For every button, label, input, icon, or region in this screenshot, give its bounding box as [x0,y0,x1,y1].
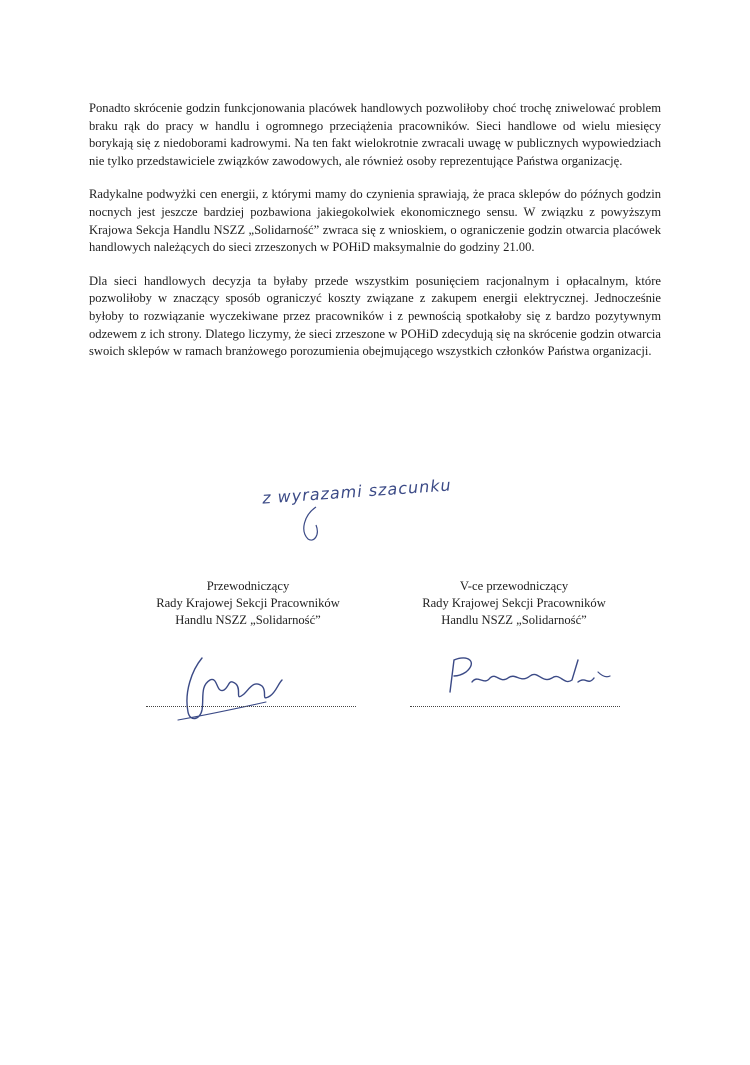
handwritten-signature-right-icon [438,652,618,702]
signatory-chairman [128,578,368,629]
signatory-org-line2: Handlu NSZZ „Solidarność” [441,613,587,627]
letter-body [89,100,661,377]
closing-flourish-icon [298,505,328,545]
signatory-org-line1: Rady Krajowej Sekcji Pracowników [156,596,340,610]
handwritten-signature-left-icon [170,650,290,730]
signatory-vice-chairman [394,578,634,629]
signature-line-right [410,706,620,707]
paragraph-2: Radykalne podwyżki cen energii, z którymi mamy do czynienia sprawiają, że praca sklepów do późnych godzin nocnych jest jeszcze bardziej pozbawiona jakiegokolwiek ekonomicznego sensu. W związku z powyższym Krajowa Sekcja Handlu NSZZ „Solidarność” zwraca się z wnioskiem, o ograniczenie godzin otwarcia placówek handlowych należących do sieci zrzeszonych w POHiD maksymalnie do godziny 21.00. [89,187,661,255]
signatory-org-line2: Handlu NSZZ „Solidarność” [175,613,321,627]
paragraph-3: Dla sieci handlowych decyzja ta byłaby przede wszystkim posunięciem racjonalnym i opłacalnym, które pozwoliłoby w znaczący sposób ograniczyć koszty związane z zakupem energii elektrycznej. Jednocześnie byłoby to rozwiązanie wyczekiwane przez pracowników i z pewnością spotkałoby się z bardzo pozytywnym odzewem z ich strony. Dlatego liczymy, że sieci zrzeszone w POHiD zdecydują się na skrócenie godzin otwarcia swoich sklepów w ramach branżowego porozumienia obejmującego wszystkich członków Państwa organizacji. [89,273,661,359]
signatory-title: Przewodniczący [206,579,290,593]
handwritten-closing: z wyrazami szacunku [261,475,453,508]
signatory-org-line1: Rady Krajowej Sekcji Pracowników [422,596,606,610]
paragraph-1: Ponadto skrócenie godzin funkcjonowania placówek handlowych pozwoliłoby choć trochę zniwelować problem braku rąk do pracy w handlu i ogromnego przeciążenia pracowników. Sieci handlowe od wielu miesięcy borykają się z niedoborami kadrowymi. Na ten fakt wielokrotnie zwracali uwagę w publicznych wypowiedziach nie tylko przedstawiciele związków zawodowych, ale również osoby reprezentujące Państwa organizację. [89,101,661,168]
signature-line-left [146,706,356,707]
signatory-title: V-ce przewodniczący [459,579,569,593]
